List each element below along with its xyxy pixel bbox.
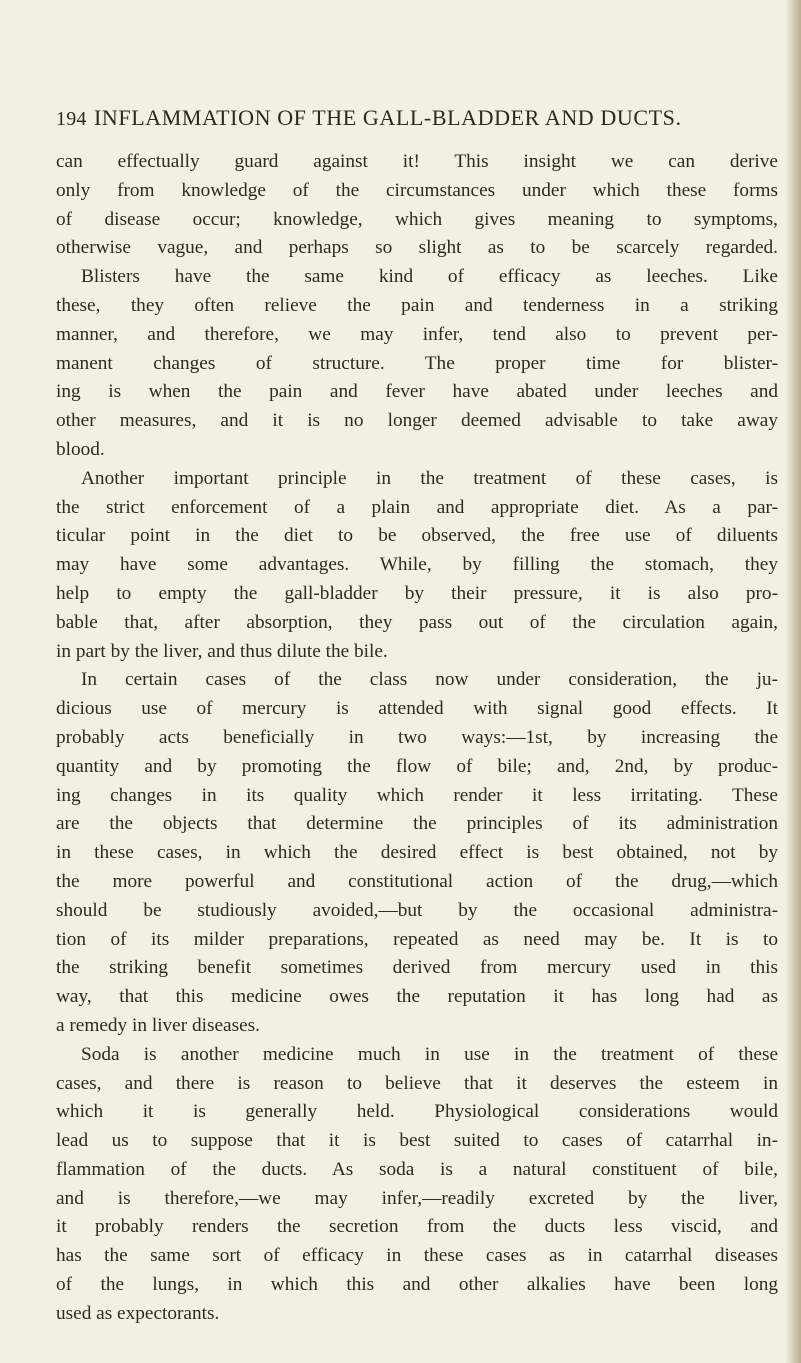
- text-line: may have some advantages. While, by filling the stomach, they: [56, 554, 778, 576]
- text-line: in part by the liver, and thus dilute the bile.: [56, 640, 388, 662]
- text-line: manent changes of structure. The proper time for blister-: [56, 352, 778, 374]
- text-line: and is therefore,—we may infer,—readily excreted by the liver,: [56, 1187, 778, 1209]
- text-line: flammation of the ducts. As soda is a natural constituent of bile,: [56, 1158, 778, 1180]
- text-line: only from knowledge of the circumstances under which these forms: [56, 179, 778, 201]
- text-line: cases, and there is reason to believe that it deserves the esteem in: [56, 1072, 778, 1094]
- text-line: ticular point in the diet to be observed, the free use of diluents: [56, 525, 778, 547]
- text-line: the more powerful and constitutional action of the drug,—which: [56, 870, 778, 892]
- text-line: In certain cases of the class now under consideration, the ju-: [81, 669, 778, 691]
- text-line: are the objects that determine the principles of its administration: [56, 813, 778, 835]
- text-line: tion of its milder preparations, repeated as need may be. It is to: [56, 928, 778, 950]
- text-line: can effectually guard against it! This insight we can derive: [56, 151, 778, 172]
- text-line: of the lungs, in which this and other alkalies have been long: [56, 1274, 778, 1296]
- text-line: quantity and by promoting the flow of bile; and, 2nd, by produc-: [56, 755, 778, 777]
- text-line: in these cases, in which the desired effect is best obtained, not by: [56, 842, 778, 864]
- body-text: [56, 148, 778, 1329]
- text-line: probably acts beneficially in two ways:—1st, by increasing the: [56, 726, 778, 748]
- text-line: otherwise vague, and perhaps so slight as to be scarcely regarded.: [56, 237, 778, 259]
- page-number: 194: [56, 108, 87, 130]
- text-line: a remedy in liver diseases.: [56, 1014, 260, 1036]
- text-line: blood.: [56, 438, 105, 460]
- page-header: [56, 102, 776, 134]
- text-line: the striking benefit sometimes derived from mercury used in this: [56, 957, 778, 979]
- text-line: ing is when the pain and fever have abated under leeches and: [56, 381, 778, 403]
- text-line: Soda is another medicine much in use in the treatment of these: [81, 1043, 778, 1065]
- text-line: dicious use of mercury is attended with signal good effects. It: [56, 698, 778, 720]
- text-line: the strict enforcement of a plain and appropriate diet. As a par-: [56, 496, 778, 518]
- text-line: other measures, and it is no longer deemed advisable to take away: [56, 410, 778, 432]
- text-line: help to empty the gall-bladder by their pressure, it is also pro-: [56, 582, 778, 604]
- text-line: used as expectorants.: [56, 1302, 220, 1324]
- text-line: bable that, after absorption, they pass out of the circulation again,: [56, 611, 778, 633]
- page-edge-shadow: [785, 0, 801, 1363]
- text-line: which it is generally held. Physiological considerations would: [56, 1101, 778, 1123]
- text-line: should be studiously avoided,—but by the occasional administra-: [56, 899, 778, 921]
- text-line: of disease occur; knowledge, which gives meaning to symptoms,: [56, 208, 778, 230]
- running-head: INFLAMMATION OF THE GALL-BLADDER AND DUCTS.: [94, 105, 682, 130]
- text-line: manner, and therefore, we may infer, tend also to prevent per-: [56, 323, 778, 345]
- text-line: way, that this medicine owes the reputation it has long had as: [56, 986, 778, 1008]
- text-line: Blisters have the same kind of efficacy as leeches. Like: [81, 266, 778, 288]
- text-line: lead us to suppose that it is best suited to cases of catarrhal in-: [56, 1130, 778, 1152]
- text-line: has the same sort of efficacy in these cases as in catarrhal diseases: [56, 1245, 778, 1267]
- text-line: Another important principle in the treatment of these cases, is: [81, 467, 778, 489]
- text-line: ing changes in its quality which render it less irritating. These: [56, 784, 778, 806]
- text-line: it probably renders the secretion from the ducts less viscid, and: [56, 1216, 778, 1238]
- text-line: these, they often relieve the pain and tenderness in a striking: [56, 294, 778, 316]
